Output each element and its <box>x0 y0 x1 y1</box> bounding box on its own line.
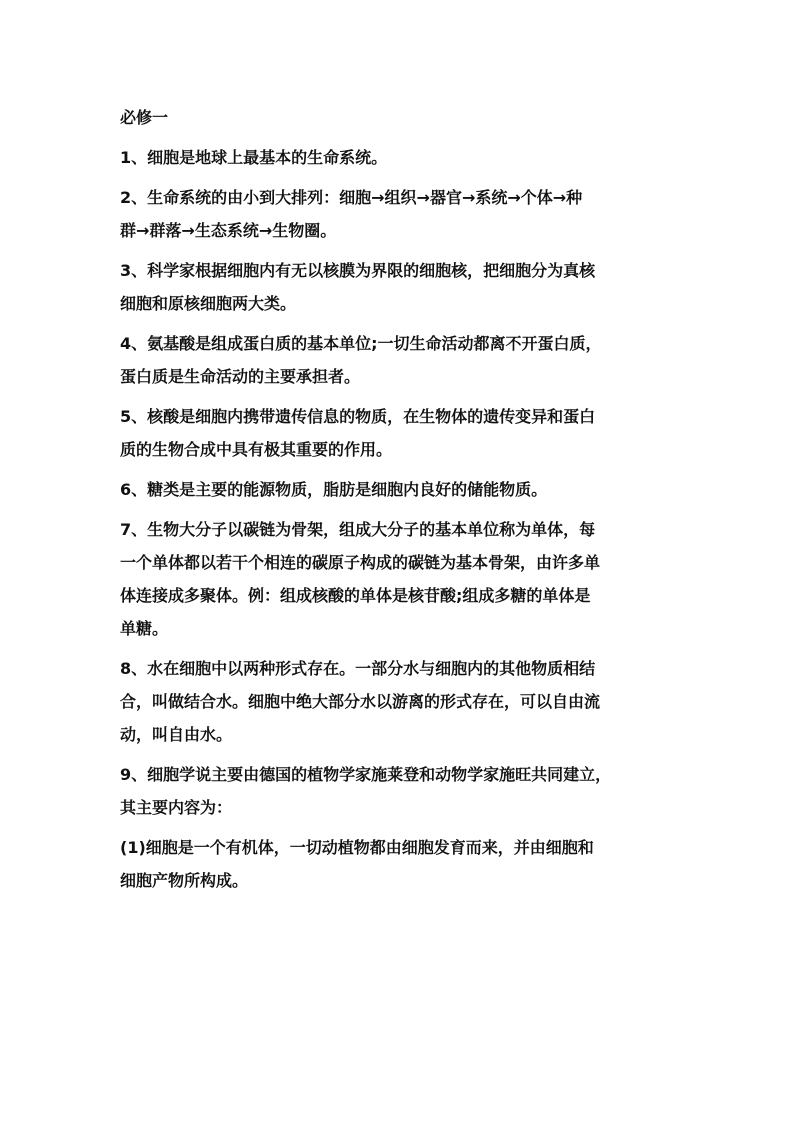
paragraph-line: 7、生物大分子以碳链为骨架，组成大分子的基本单位称为单体，每 <box>120 520 596 539</box>
paragraph-line: 合，叫做结合水。细胞中绝大部分水以游离的形式存在，可以自由流 <box>120 692 601 711</box>
paragraph-line: 体连接成多聚体。例：组成核酸的单体是核苷酸;组成多糖的单体是 <box>120 586 591 605</box>
paragraph-line: 6、糖类是主要的能源物质，脂肪是细胞内良好的储能物质。 <box>120 480 548 499</box>
paragraph-line: 9、细胞学说主要由德国的植物学家施莱登和动物学家施旺共同建立， <box>120 765 612 784</box>
paragraph-line: 3、科学家根据细胞内有无以核膜为界限的细胞核，把细胞分为真核 <box>120 261 596 280</box>
paragraph-5 <box>120 400 680 466</box>
paragraph-line: 一个单体都以若干个相连的碳原子构成的碳链为基本骨架，由许多单 <box>120 553 601 572</box>
paragraph-line: 4、氨基酸是组成蛋白质的基本单位;一切生命活动都离不开蛋白质， <box>120 334 602 353</box>
paragraph-line: (1)细胞是一个有机体，一切动植物都由细胞发育而来，并由细胞和 <box>120 838 594 857</box>
paragraph-line: 细胞产物所构成。 <box>120 871 249 890</box>
paragraph-1 <box>120 141 680 174</box>
paragraph-line: 细胞和原核细胞两大类。 <box>120 294 297 313</box>
paragraph-line: 动，叫自由水。 <box>120 725 233 744</box>
paragraph-line: 5、核酸是细胞内携带遗传信息的物质，在生物体的遗传变异和蛋白 <box>120 407 596 426</box>
paragraph-line: 质的生物合成中具有极其重要的作用。 <box>120 440 393 459</box>
paragraph-2 <box>120 181 680 247</box>
paragraph-line: 蛋白质是生命活动的主要承担者。 <box>120 367 361 386</box>
paragraph-line: 其主要内容为： <box>120 798 233 817</box>
paragraph-8 <box>120 652 680 751</box>
page-title: 必修一 <box>120 108 169 127</box>
paragraph-10 <box>120 831 680 897</box>
document-page <box>120 101 680 904</box>
paragraph-line: 2、生命系统的由小到大排列：细胞→组织→器官→系统→个体→种 <box>120 188 583 207</box>
paragraph-6 <box>120 473 680 506</box>
paragraph-line: 8、水在细胞中以两种形式存在。一部分水与细胞内的其他物质相结 <box>120 659 596 678</box>
paragraph-9 <box>120 758 680 824</box>
paragraph-line: 1、细胞是地球上最基本的生命系统。 <box>120 148 388 167</box>
paragraph-3 <box>120 254 680 320</box>
paragraph-line: 群→群落→生态系统→生物圈。 <box>120 221 337 240</box>
paragraph-line: 单糖。 <box>120 619 169 638</box>
paragraph-7 <box>120 513 680 645</box>
paragraph-4 <box>120 327 680 393</box>
